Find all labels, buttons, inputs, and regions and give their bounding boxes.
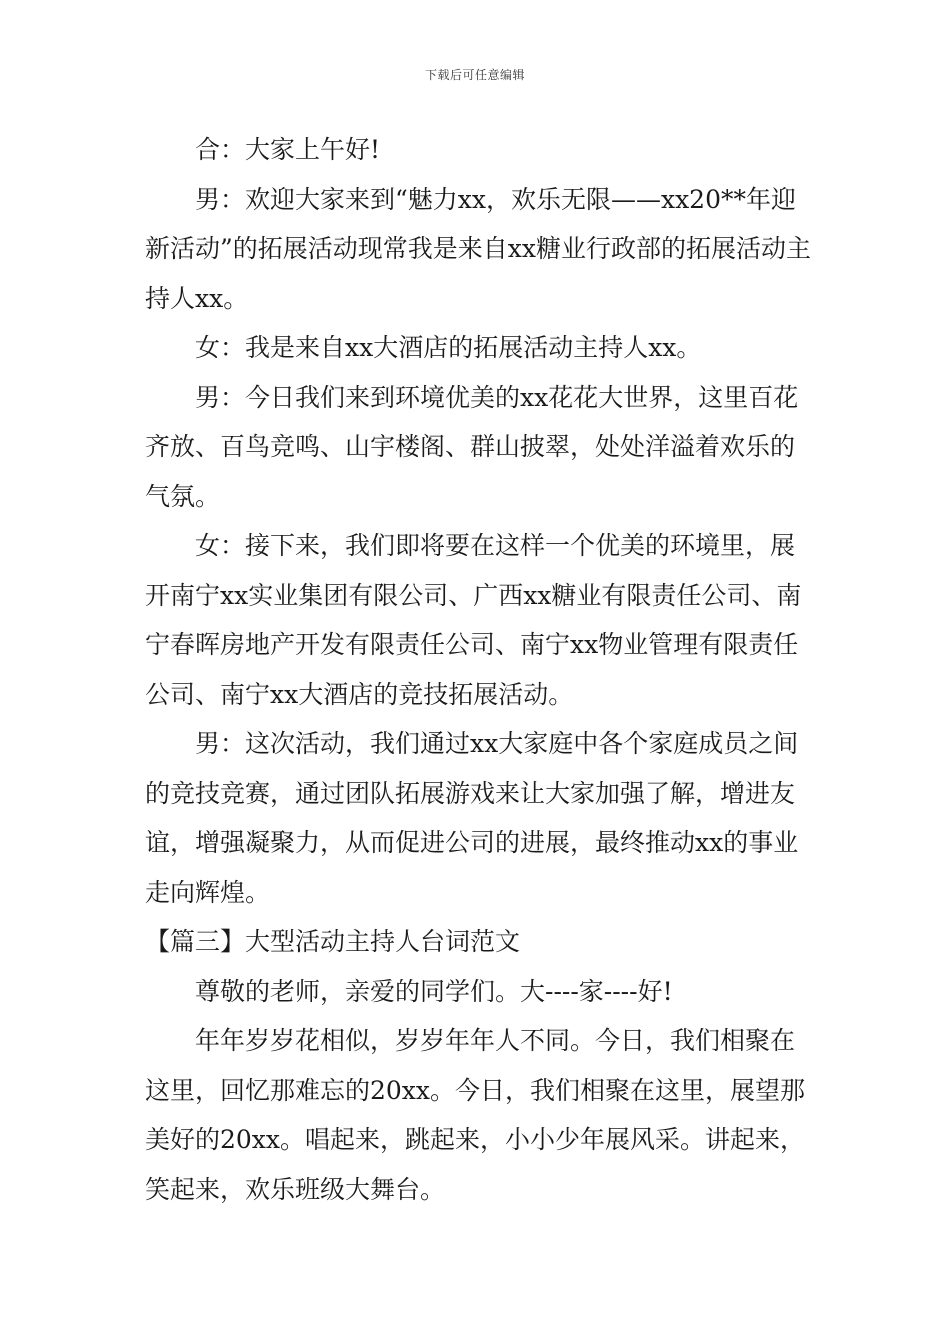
paragraph-male-venue: 男：今日我们来到环境优美的xx花花大世界，这里百花齐放、百鸟竞鸣、山宇楼阁、群山披翠，处处洋溢着欢乐的气氛。: [145, 382, 799, 511]
paragraph-salutation: 尊敬的老师，亲爱的同学们。大----家----好!: [195, 976, 673, 1006]
paragraph-female-intro: 女：我是来自xx大酒店的拓展活动主持人xx。: [195, 333, 702, 362]
page-header: 下载后可任意编辑: [424, 68, 525, 82]
paragraph-greeting: 合：大家上午好!: [195, 135, 381, 164]
paragraph-opening-verse: 年年岁岁花相似，岁岁年年人不同。今日，我们相聚在这里，回忆那难忘的20xx。今日，我们相聚在这里，展望那美好的20xx。唱起来，跳起来，小小少年展风采。讲起来，笑起来，欢乐班级大舞台。: [145, 1026, 806, 1204]
paragraph-male-purpose: 男：这次活动，我们通过xx大家庭中各个家庭成员之间的竞技竞赛，通过团队拓展游戏来让大家加强了解，增进友谊，增强凝聚力，从而促进公司的进展，最终推动xx的事业走向辉煌。: [145, 729, 799, 907]
paragraph-female-companies: 女：接下来，我们即将要在这样一个优美的环境里，展开南宁xx实业集团有限公司、广西xx糖业有限责任公司、南宁春晖房地产开发有限责任公司、南宁xx物业管理有限责任公司、南宁xx大酒店的竞技拓展活动。: [145, 531, 802, 709]
document-body: [145, 125, 815, 1214]
section-heading: 【篇三】大型活动主持人台词范文: [145, 927, 521, 956]
paragraph-male-welcome: 男：欢迎大家来到“魅力xx，欢乐无限——xx20**年迎新活动”的拓展活动现常我是来自xx糖业行政部的拓展活动主持人xx。: [145, 184, 811, 313]
